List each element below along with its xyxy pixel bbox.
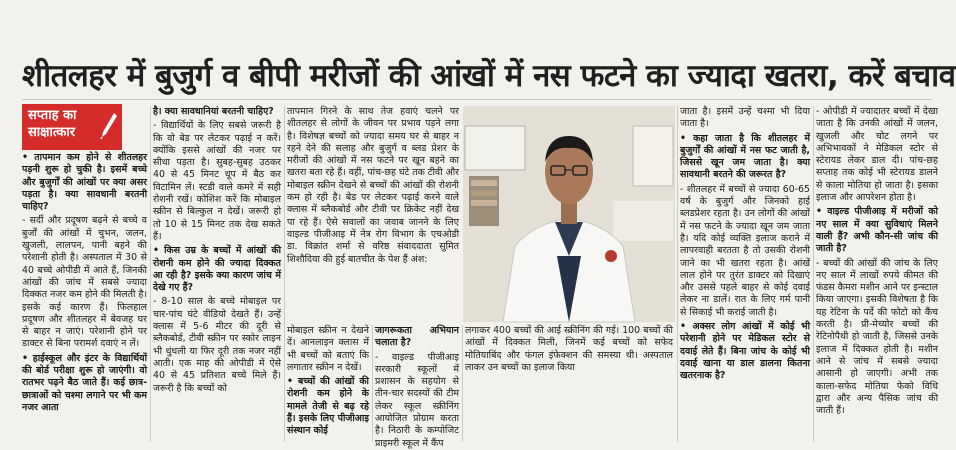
section-tag: [22, 104, 122, 150]
column-5-lower: [465, 325, 673, 442]
body-paragraph: - शीतलहर में बच्चों से ज्यादा 60-65 वर्ष के बुजुर्ग और जिनको हाई ब्लडप्रेशर रहता है। उन लोगों की आंखों में नस फटने के ज्यादा खून जम जाता है। यदि कोई व्यक्ति इलाज कराने में लापरवाही बरतता है तो उसकी रोशनी जाने का भी खतरा रहता है। आंखें लाल होने पर तुरंत डाक्टर को दिखाएं और उससे पहले बाहर से कोई दवाई लेकर ना डालें। रात के लिए गर्म पानी से सिकाई भी कराई जाती है।: [680, 183, 810, 318]
question-paragraph: • वाइल्ड पीजीआइ में मरीजों को नए साल में क्या सुविधाएं मिलने वाली हैं? अभी कौन-सी जांच की जाती है?: [816, 206, 938, 255]
body-paragraph: - ओपीडी में ज्यादातर बच्चों में देखा जाता है कि उनकी आंखों में जलन, खुजली और चोट लगने पर अभिभावकों ने मेडिकल स्टोर से स्टेरायड लेकर डाल दी। पांच-छह सप्ताह तक कोई भी स्टेरायड डालने से काला मोतिया हो जाता है। इसका इलाज और आपरेशन होता है।: [816, 106, 938, 204]
body-paragraph: लगाकर 400 बच्चों की आई स्क्रीनिंग की गई। 100 बच्चों की आंखों में दिक्कत मिली, जिनमें कई बच्चों को सफेद मोतियाबिंद और फंगल इंफेक्शन की समस्या थी। अस्पताल लाकर उन बच्चों का इलाज किया: [465, 325, 673, 373]
question-paragraph: है। क्या सावधानियां बरतनी चाहिए?: [153, 106, 274, 117]
body-paragraph: - सर्दी और प्रदूषण बढ़ने से बच्चे व बुर्जों की आंखों में चुभन, जलन, खुजली, लालपन, पानी बहने की परेशानी होती है। अस्पताल में 30 से 40 बच्चे ओपीडी में आते हैं, जिनकी आंखों की जांच में सबसे ज्यादा दिक्कत नजर कम होने की मिलती है। इसके कई कारण हैं। फिलहाल प्रदूषण और शीतलहर में बेवजह घर से बाहर न जाएं। परेशानी होने पर डाक्टर से बिना परामर्श दवाएं न लें।: [22, 215, 147, 350]
column-divider: [677, 106, 678, 442]
body-paragraph: - वाइल्ड पीजीआइ सरकारी स्कूलों में प्रशासन के सहयोग से तीन-चार सदस्यों की टीम लेकर स्कूल स्क्रीनिंग आयोजित प्रोग्राम करता है। निठारी के कम्पोजिट प्राइमरी स्कूल में कैंप: [375, 351, 459, 449]
question-paragraph: • अक्सर लोग आंखों में कोई भी परेशानी होने पर मेडिकल स्टोर से दवाई लेते हैं। बिना जांच के कोई भी दवाई खाना या डाल डालना कितना खतरनाक है?: [680, 321, 810, 382]
doctor-portrait-image: [463, 106, 675, 322]
headline: शीतलहर में बुजुर्ग व बीपी मरीजों की आंखों में नस फटने का ज्यादा खतरा, करें बचाव: [22, 58, 956, 94]
doctor-photo: [463, 106, 675, 322]
body-paragraph: जाता है। इसमें उन्हें चश्मा भी दिया जाता है।: [680, 106, 810, 130]
column-4-lower: [375, 325, 459, 449]
column-5: [680, 106, 810, 442]
headline-rule: [22, 99, 932, 100]
column-divider: [813, 106, 814, 442]
question-paragraph: जागरूकता अभियान चलाता है?: [375, 325, 459, 349]
section-tag-line2: साक्षात्कार: [28, 125, 76, 140]
column-3-intro: [287, 106, 459, 322]
column-divider: [462, 325, 463, 442]
question-paragraph: • कहा जाता है कि शीतलहर में बुजुर्गों की आंखों में नस फट जाती है, जिससे खून जम जाता है। क्या सावधानी बरतने की जरूरत है?: [680, 132, 810, 181]
pen-icon: [100, 112, 118, 140]
section-tag-line1: सप्ताह का: [28, 108, 77, 123]
body-paragraph: मोबाइल स्क्रीन न देखने दें। आनलाइन क्लास में भी बच्चों को बताएं कि लगातार स्क्रीन न देखें।: [287, 325, 369, 373]
body-paragraph: - बच्चों की आंखों की जांच के लिए नए साल में लाखों रुपये कीमत की फंडस कैमरा मशीन आने पर इन्स्टाल किया जाएगा। इसकी विशेषता है कि यह रेटिना के पर्दे की फोटो को कैंच करती है। प्री-मेच्योर बच्चों की रेटिनोपैथी हो जाती है, जिससे उनके इलाज में दिक्कत होती है। मशीन आने से जांच में सबसे ज्यादा आसानी हो जाएगी। अभी तक काला-सफेद मोतिया फेको विधि द्वारा और अन्य पैसिक जांच की जाती हैं।: [816, 257, 938, 417]
question-paragraph: • बच्चों की आंखों की रोशनी कम होने के मामले तेजी से बढ़ रहे हैं। इसके लिए पीजीआइ संस्थान कोई: [287, 376, 369, 437]
body-paragraph: - 8-10 साल के बच्चे मोबाइल पर चार-पांच घंटे वीडियो देखते हैं। उन्हें क्लास में 5-6 मीटर की दूरी से ब्लैकबोर्ड, टीवी स्क्रीन पर स्कोर लाइन भी धुंधली या फिर दूरी तक नजर नहीं आती। एक माह की ओपीडी में ऐसे 40 से 45 प्रतिशत बच्चे मिले हैं। जरूरी है कि बच्चों को: [153, 296, 281, 394]
question-paragraph: • तापमान कम होने से शीतलहर पड़नी शुरू हो चुकी है। इसमें बच्चे और बुजुर्गों की आंखों पर क्या असर पड़ता है। क्या सावधानी बरतनी चाहिए?: [22, 152, 147, 213]
question-paragraph: • हाईस्कूल और इंटर के विद्यार्थियों की बोर्ड परीक्षा शुरू हो जाएंगी। वो रातभर पढ़ने बैठ जाते हैं। कई छात्र-छात्राओं को चश्मा लगाने पर भी कम नजर आता: [22, 352, 147, 413]
column-3-lower: [287, 325, 369, 442]
column-2: [153, 106, 281, 442]
body-paragraph: तापमान गिरने के साथ तेज हवाएं चलने पर शीतलहर से लोगों के जीवन पर प्रभाव पड़ने लगा है। विशेषज्ञ बच्चों को ज्यादा समय घर से बाहर न रहने देने की सलाह और बुजुर्ग व ब्लड प्रेशर के मरीजों की आंखों में नस फटने पर खून बहने का खतरा बता रहे हैं। वहीं, पांच-छह घंटे तक टीवी और मोबाइल स्क्रीन देखने से बच्चों की आंखों की रोशनी कम हो रही है। बेड पर लेटकर पढ़ाई करने वाले क्लास में ब्लैकबोर्ड और टीवी पर क्रिकेट नहीं देख पा रहे हैं। ऐसे सवालों का जवाब जानने के लिए वाइल्ड पीजीआइ में नेत्र रोग विभाग के एचओडी डा. विक्रांत शर्मा से वरिष्ठ संवाददाता सुमित शिशौदिया की हुई बातचीत के पेश हैं अंश:: [287, 106, 459, 265]
column-1: [22, 152, 147, 442]
column-divider: [372, 325, 373, 442]
column-6: [816, 106, 938, 442]
column-divider: [150, 106, 151, 442]
column-divider: [284, 106, 285, 442]
question-paragraph: • किस उम्र के बच्चों में आंखों की रोशनी कम होने की ज्यादा दिक्कत आ रही है? इसके क्या कारण जांच में देखे गए हैं?: [153, 245, 281, 294]
body-paragraph: - विद्यार्थियों के लिए सबसे जरूरी है कि वो बेड पर लेटकर पढ़ाई न करें। क्योंकि इससे आंखों की नजर पर सीधा पड़ता है। सुबह-सुबह उठकर 40 से 45 मिनट धूप में बैठ कर विटामिन लें। स्टडी वाले कमरे में सही रोशनी रखें। कोशिश करें कि मोबाइल स्क्रीन से बिल्कुल न देखें। जरूरी हो तो 10 से 15 मिनट तक देख सकते हैं।: [153, 120, 281, 242]
